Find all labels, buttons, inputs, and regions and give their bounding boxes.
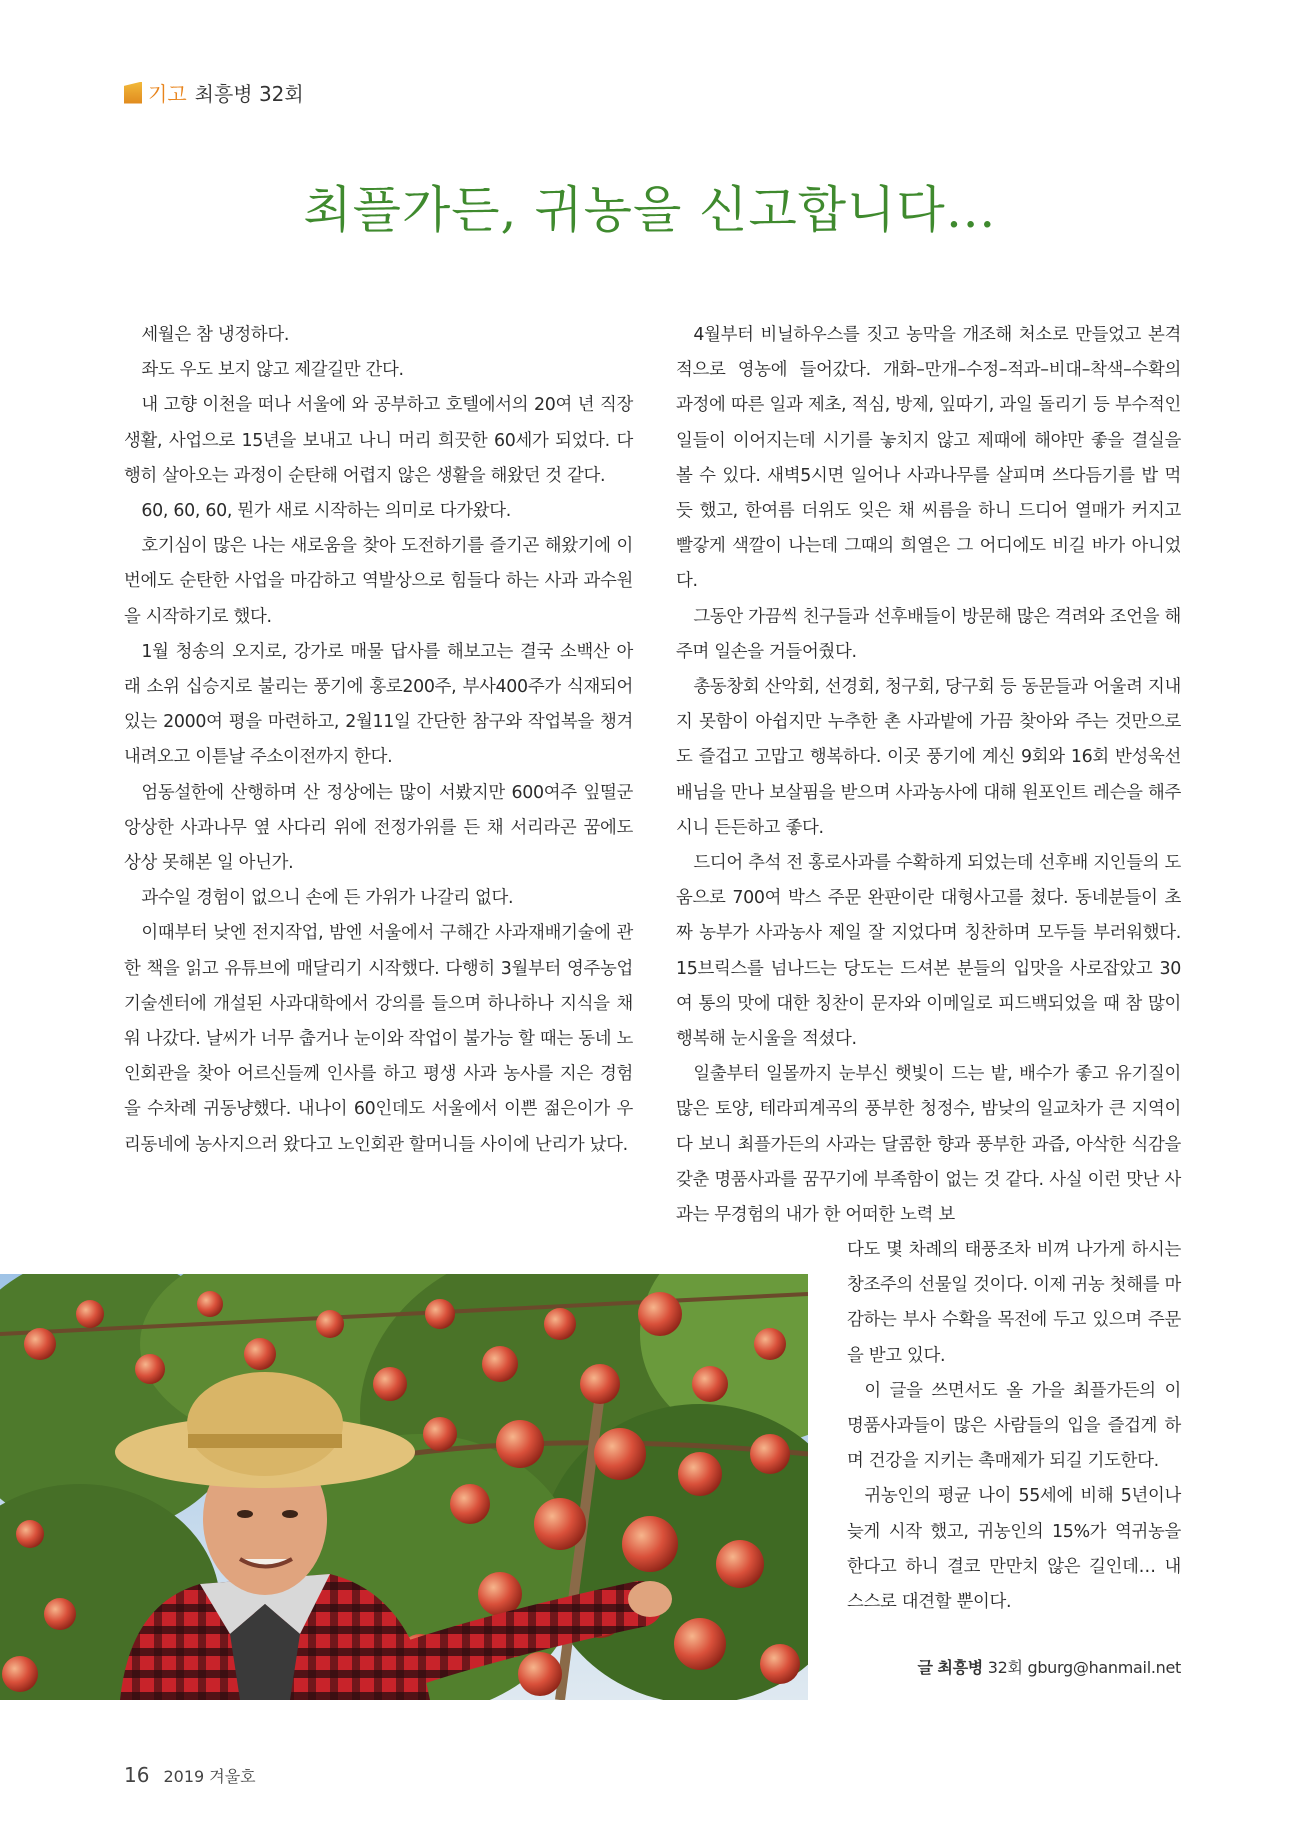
issue-label: 2019 겨울호 xyxy=(163,1767,256,1786)
article-title: 최플가든, 귀농을 신고합니다… xyxy=(303,181,997,239)
byline-prefix: 글 xyxy=(917,1658,933,1677)
paragraph: 이때부터 낮엔 전지작업, 밤엔 서울에서 구해간 사과재배기술에 관한 책을 읽고 유튜브에 매달리기 시작했다. 다행히 3월부터 영주농업기술센터에 개설된 사과대학에서 강의를 들으며 하나하나 지식을 채워 나갔다. 날씨가 너무 춥거나 눈이와 작업이 불가능 할 때는 동네 노인회관을 찾아 어르신들께 인사를 하고 평생 사과 농사를 지은 경험을 수차례 귀동냥했다. 내나이 60인데도 서울에서 이쁜 젊은이가 우리동네에 농사지으러 왔다고 노인회관 할머니들 사이에 난리가 났다. xyxy=(124,923,633,1155)
paragraph: 일출부터 일몰까지 눈부신 햇빛이 드는 밭, 배수가 좋고 유기질이 많은 토양, 테라피계곡의 풍부한 청정수, 밤낮의 일교차가 큰 지역이다 보니 최플가든의 사과는 달콤한 향과 풍부한 과즙, 아삭한 식감을 갖춘 명품사과를 꿈꾸기에 부족함이 없는 것 같다. 사실 이런 맛난 사과는 무경험의 내가 한 어떠한 노력 보 xyxy=(676,1064,1181,1226)
paragraph: 드디어 추석 전 홍로사과를 수확하게 되었는데 선후배 지인들의 도움으로 700여 박스 주문 완판이란 대형사고를 쳤다. 동네분들이 초짜 농부가 사과농사 제일 잘 지었다며 칭찬하며 모두들 부러워했다. 15브릭스를 넘나드는 당도는 드셔본 분들의 입맛을 사로잡았고 30여 통의 맛에 대한 칭찬이 문자와 이메일로 피드백되었을 때 참 많이 행복해 눈시울을 적셨다. xyxy=(676,853,1181,1050)
paragraph: 4월부터 비닐하우스를 짓고 농막을 개조해 처소로 만들었고 본격적으로 영농에 들어갔다. 개화–만개–수정–적과–비대–착색–수확의 과정에 따른 일과 제초, 적심, 방제, 잎따기, 과일 돌리기 등 부수적인 일들이 이어지는데 시기를 놓치지 않고 제때에 해야만 좋을 결실을 볼 수 있다. 새벽5시면 일어나 사과나무를 살피며 쓰다듬기를 밥 먹듯 했고, 한여름 더위도 잊은 채 씨름을 하니 드디어 열매가 커지고 빨갛게 색깔이 나는데 그때의 희열은 그 어디에도 비길 바가 아니었다. xyxy=(676,325,1181,592)
paragraph: 그동안 가끔씩 친구들과 선후배들이 방문해 많은 격려와 조언을 해주며 일손을 거들어줬다. xyxy=(676,606,1181,662)
byline-class: 32회 xyxy=(987,1658,1023,1677)
paragraph: 과수일 경험이 없으니 손에 든 가위가 나갈리 없다. xyxy=(141,888,514,909)
paragraph: 호기심이 많은 나는 새로움을 찾아 도전하기를 즐기곤 해왔기에 이번에도 순탄한 사업을 마감하고 역발상으로 힘들다 하는 사과 과수원을 시작하기로 했다. xyxy=(124,536,633,627)
paragraph: 다도 몇 차례의 태풍조차 비껴 나가게 하시는 창조주의 선물일 것이다. 이제 귀농 첫해를 마감하는 부사 수확을 목전에 두고 있으며 주문을 받고 있다. xyxy=(847,1240,1181,1366)
paragraph: 귀농인의 평균 나이 55세에 비해 5년이나 늦게 시작 했고, 귀농인의 15%가 역귀농을 한다고 하니 결코 만만치 않은 길인데… 내 스스로 대견할 뿐이다. xyxy=(847,1486,1181,1613)
section-header xyxy=(124,78,304,107)
page-number: 16 xyxy=(124,1763,150,1787)
right-column-continued xyxy=(847,1233,1181,1620)
page-footer xyxy=(124,1763,256,1787)
byline-name: 최흥병 xyxy=(937,1658,983,1677)
paragraph: 좌도 우도 보지 않고 제갈길만 간다. xyxy=(141,360,404,381)
header-author: 최흥병 32회 xyxy=(194,82,304,106)
paragraph: 1월 청송의 오지로, 강가로 매물 답사를 해보고는 결국 소백산 아래 소위 십승지로 불리는 풍기에 홍로200주, 부사400주가 식재되어 있는 2000여 평을 마련하고, 2월11일 간단한 참구와 작업복을 챙겨 내려오고 이튿날 주소이전까지 한다. xyxy=(124,641,633,768)
right-column xyxy=(676,318,1181,1233)
paragraph: 세월은 참 냉정하다. xyxy=(141,325,290,345)
byline-email: gburg@hanmail.net xyxy=(1027,1658,1181,1677)
left-column xyxy=(124,318,633,1163)
farmer-apple-photo-image xyxy=(0,1274,808,1700)
bookmark-icon xyxy=(124,82,142,104)
author-byline xyxy=(918,1655,1181,1678)
paragraph: 내 고향 이천을 떠나 서울에 와 공부하고 호텔에서의 20여 년 직장생활, 사업으로 15년을 보내고 나니 머리 희끗한 60세가 되었다. 다행히 살아오는 과정이 순탄해 어렵지 않은 생활을 해왔던 것 같다. xyxy=(124,395,633,486)
paragraph: 60, 60, 60, 뭔가 새로 시작하는 의미로 다가왔다. xyxy=(141,501,511,522)
orchard-photo xyxy=(0,1274,808,1700)
paragraph: 엄동설한에 산행하며 산 정상에는 많이 서봤지만 600여주 잎떨군 앙상한 사과나무 옆 사다리 위에 전정가위를 든 채 서리라곤 꿈에도 상상 못해본 일 아닌가. xyxy=(124,782,633,874)
paragraph: 이 글을 쓰면서도 올 가을 최플가든의 이 명품사과들이 많은 사람들의 입을 즐겁게 하며 건강을 지키는 촉매제가 되길 기도한다. xyxy=(847,1380,1181,1472)
section-category: 기고 xyxy=(148,82,187,106)
paragraph: 총동창회 산악회, 선경회, 청구회, 당구회 등 동문들과 어울려 지내지 못함이 아쉽지만 누추한 촌 사과밭에 가끔 찾아와 주는 것만으로도 즐겁고 고맙고 행복하다. 이곳 풍기에 계신 9회와 16회 반성욱선배님을 만나 보살핌을 받으며 사과농사에 대해 원포인트 레슨을 해주시니 든든하고 좋다. xyxy=(676,677,1181,838)
